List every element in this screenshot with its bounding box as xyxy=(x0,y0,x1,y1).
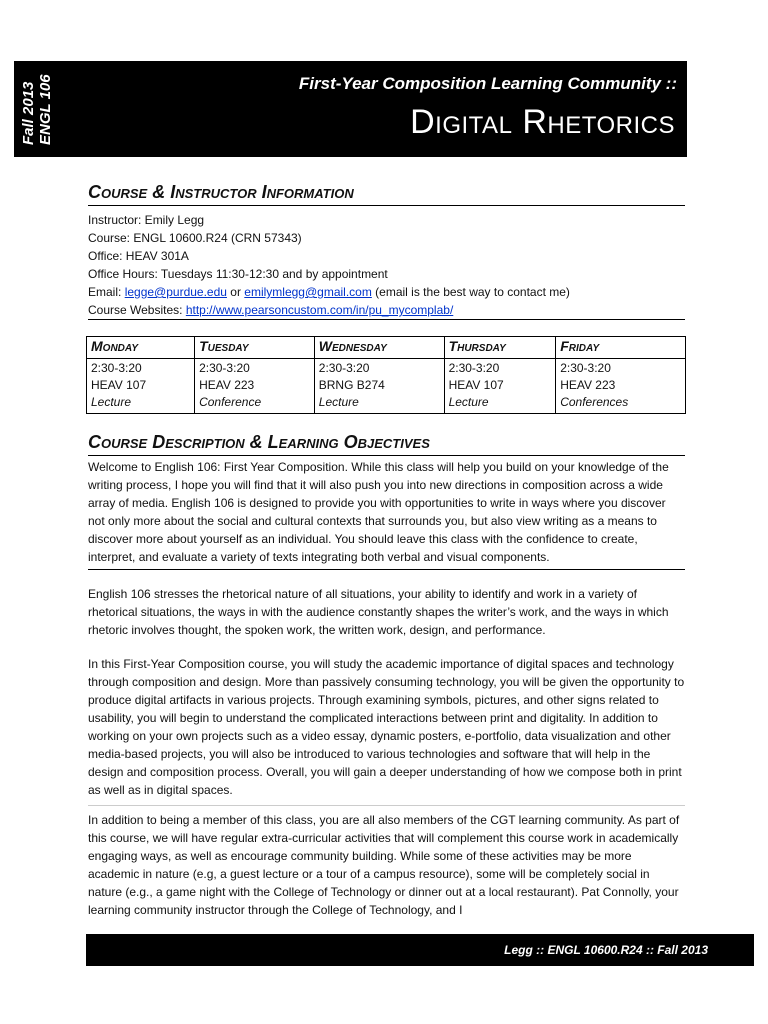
websites-line xyxy=(88,301,685,319)
instructor-section-heading: Course & Instructor Information xyxy=(88,182,685,206)
class-type: Lecture xyxy=(318,395,359,409)
class-type: Conferences xyxy=(560,395,629,409)
email-link-purdue[interactable]: legge@purdue.edu xyxy=(124,285,227,299)
description-paragraph-2: English 106 stresses the rhetorical nature of all situations, your ability to identify and work in a variety of rhetorical situations, the ways in with the audience constantly shapes the writer’s work, and the ways in which rhetoric involves thought, the spoken work, the written work, design, and performance. xyxy=(88,587,669,637)
class-room: HEAV 223 xyxy=(199,378,255,392)
schedule-cell-wednesday xyxy=(314,359,444,414)
class-room: HEAV 223 xyxy=(560,378,616,392)
class-time: 2:30-3:20 xyxy=(199,361,250,375)
schedule-cell-thursday xyxy=(444,359,556,414)
class-time: 2:30-3:20 xyxy=(560,361,611,375)
day-monday: Monday xyxy=(87,337,195,359)
email-line xyxy=(88,283,685,301)
schedule-cell-monday xyxy=(87,359,195,414)
course-code: Course: ENGL 10600.R24 (CRN 57343) xyxy=(88,231,302,245)
email-or: or xyxy=(226,285,245,299)
instructor-info xyxy=(88,211,685,320)
header-side-label xyxy=(20,74,54,145)
footer-banner xyxy=(86,934,754,966)
day-tuesday: Tuesday xyxy=(195,337,315,359)
email-note: (email is the best way to contact me) xyxy=(371,285,570,299)
schedule-body-row xyxy=(87,359,686,414)
schedule-cell-tuesday xyxy=(195,359,315,414)
description-paragraph-1: Welcome to English 106: First Year Composition. While this class will help you build on your knowledge of the writing process, I hope you will find that it will also push you into new directions in composition across a wide array of media. English 106 is designed to provide you with opportunities to write in ways where you discover not only more about the social and cultural contexts that surrounds you, but also view writing as a means to discover more about yourself as an individual. You should leave this class with the confidence to create, interpret, and evaluate a variety of texts integrating both verbal and visual components. xyxy=(88,458,685,570)
day-wednesday: Wednesday xyxy=(314,337,444,359)
schedule-table xyxy=(86,336,686,414)
class-type: Lecture xyxy=(91,395,132,409)
class-type: Lecture xyxy=(448,395,489,409)
schedule-header-row xyxy=(87,337,686,359)
side-label-course: ENGL 106 xyxy=(37,74,54,145)
page-title: Digital Rhetorics xyxy=(410,103,675,141)
class-time: 2:30-3:20 xyxy=(91,361,142,375)
day-friday: Friday xyxy=(556,337,686,359)
class-time: 2:30-3:20 xyxy=(448,361,500,375)
email-prefix: Email: xyxy=(88,285,125,299)
websites-prefix: Course Websites: xyxy=(88,303,186,317)
header-subtitle: First-Year Composition Learning Community :: xyxy=(298,74,677,93)
schedule-cell-friday xyxy=(556,359,686,414)
class-room: BRNG B274 xyxy=(318,378,385,392)
side-label-term: Fall 2013 xyxy=(20,81,37,145)
day-thursday: Thursday xyxy=(444,337,556,359)
instructor-name: Instructor: Emily Legg xyxy=(88,213,205,227)
class-room: HEAV 107 xyxy=(91,378,147,392)
class-room: HEAV 107 xyxy=(448,378,504,392)
header-banner xyxy=(14,61,687,157)
description-paragraph-3: In this First-Year Composition course, you will study the academic importance of digital spaces and technology through composition and design. More than passively consuming technology, you will be given the opportunity to produce digital artifacts in various projects. Through examining symbols, pictures, and other signs related to usability, you will begin to understand the complicated interactions between print and digitality. In addition to working on your own projects such as a video essay, dynamic posters, e-portfolio, data visualization and other media-based projects, you will also be introduced to various technologies and software that will help in the design and composition process. Overall, you will gain a deeper understanding of how we compose both in print as well as in digital spaces. xyxy=(88,657,685,797)
office-hours: Office Hours: Tuesdays 11:30-12:30 and by appointment xyxy=(88,267,388,281)
class-type: Conference xyxy=(199,395,262,409)
office-location: Office: HEAV 301A xyxy=(88,249,189,263)
class-time: 2:30-3:20 xyxy=(318,361,370,375)
email-link-gmail[interactable]: emilymlegg@gmail.com xyxy=(244,285,372,299)
description-section-heading: Course Description & Learning Objectives xyxy=(88,432,685,456)
footer-text: Legg :: ENGL 10600.R24 :: Fall 2013 xyxy=(504,943,708,957)
course-website-link[interactable]: http://www.pearsoncustom.com/in/pu_mycomplab/ xyxy=(185,303,454,317)
description-paragraph-4: In addition to being a member of this class, you are all also members of the CGT learning community. As part of this course, we will have regular extra-curricular activities that will complement this course work in academically engaging ways, as well as encourage community building. While some of these activities may be more academic in nature (e.g, a guest lecture or a tour of a campus resource), some will be completely social in nature (e.g., a game night with the College of Technology or dinner out at a local restaurant). Pat Connolly, your learning community instructor through the College of Technology, and I xyxy=(88,805,685,919)
course-description xyxy=(88,458,685,919)
